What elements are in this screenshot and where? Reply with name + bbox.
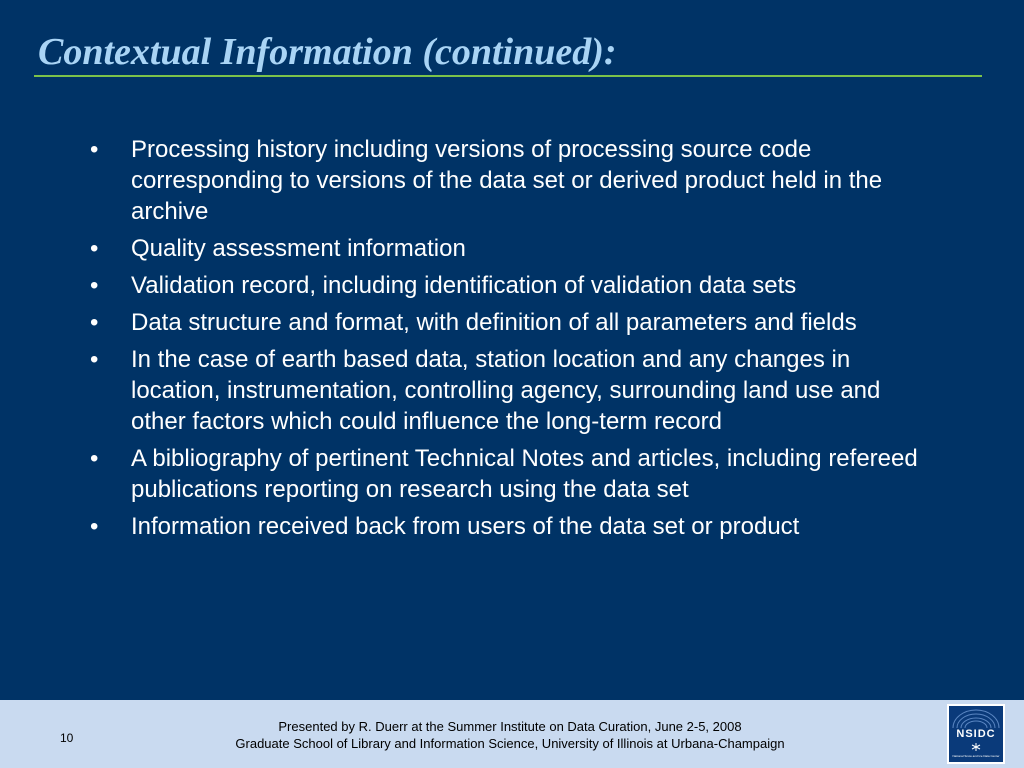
bullet-icon: • bbox=[90, 136, 99, 163]
logo-wordmark: NSIDC bbox=[956, 728, 996, 740]
nsidc-logo-icon bbox=[947, 704, 1005, 764]
bullet-text: Quality assessment information bbox=[131, 235, 466, 262]
bullet-icon: • bbox=[90, 309, 99, 336]
bullet-icon: • bbox=[90, 272, 99, 299]
title-underline bbox=[34, 75, 982, 77]
bullet-text: Data structure and format, with definition of all parameters and fields bbox=[131, 309, 857, 336]
bullet-icon: • bbox=[90, 445, 99, 472]
bullet-item bbox=[90, 233, 940, 264]
bullet-text: Information received back from users of the data set or product bbox=[131, 513, 800, 540]
page-number: 10 bbox=[60, 731, 74, 745]
footer-credits bbox=[190, 718, 830, 752]
bullet-list bbox=[90, 134, 940, 548]
bullet-item bbox=[90, 443, 940, 505]
bullet-icon: • bbox=[90, 235, 99, 262]
slide-title: Contextual Information (continued): bbox=[38, 31, 617, 73]
bullet-item bbox=[90, 134, 940, 227]
bullet-item bbox=[90, 270, 940, 301]
bullet-icon: • bbox=[90, 513, 99, 540]
bullet-item bbox=[90, 307, 940, 338]
bullet-item bbox=[90, 344, 940, 437]
logo-subtext: National Snow and Ice Data Center bbox=[952, 754, 1000, 758]
footer-line-1: Presented by R. Duerr at the Summer Institute on Data Curation, June 2-5, 2008 bbox=[278, 719, 742, 734]
slide-footer bbox=[0, 700, 1024, 768]
bullet-item bbox=[90, 511, 940, 542]
bullet-text: A bibliography of pertinent Technical Notes and articles, including refereed publications reporting on research using the data set bbox=[131, 445, 918, 503]
bullet-icon: • bbox=[90, 346, 99, 373]
bullet-text: In the case of earth based data, station location and any changes in location, instrumentation, controlling agency, surrounding land use and other factors which could influence the long-term record bbox=[131, 346, 881, 435]
footer-line-2: Graduate School of Library and Information Science, University of Illinois at Urbana-Champaign bbox=[235, 736, 785, 751]
bullet-text: Validation record, including identification of validation data sets bbox=[131, 272, 797, 299]
snowflake-icon bbox=[972, 743, 980, 751]
bullet-text: Processing history including versions of processing source code corresponding to versions of the data set or derived product held in the archive bbox=[131, 136, 883, 225]
